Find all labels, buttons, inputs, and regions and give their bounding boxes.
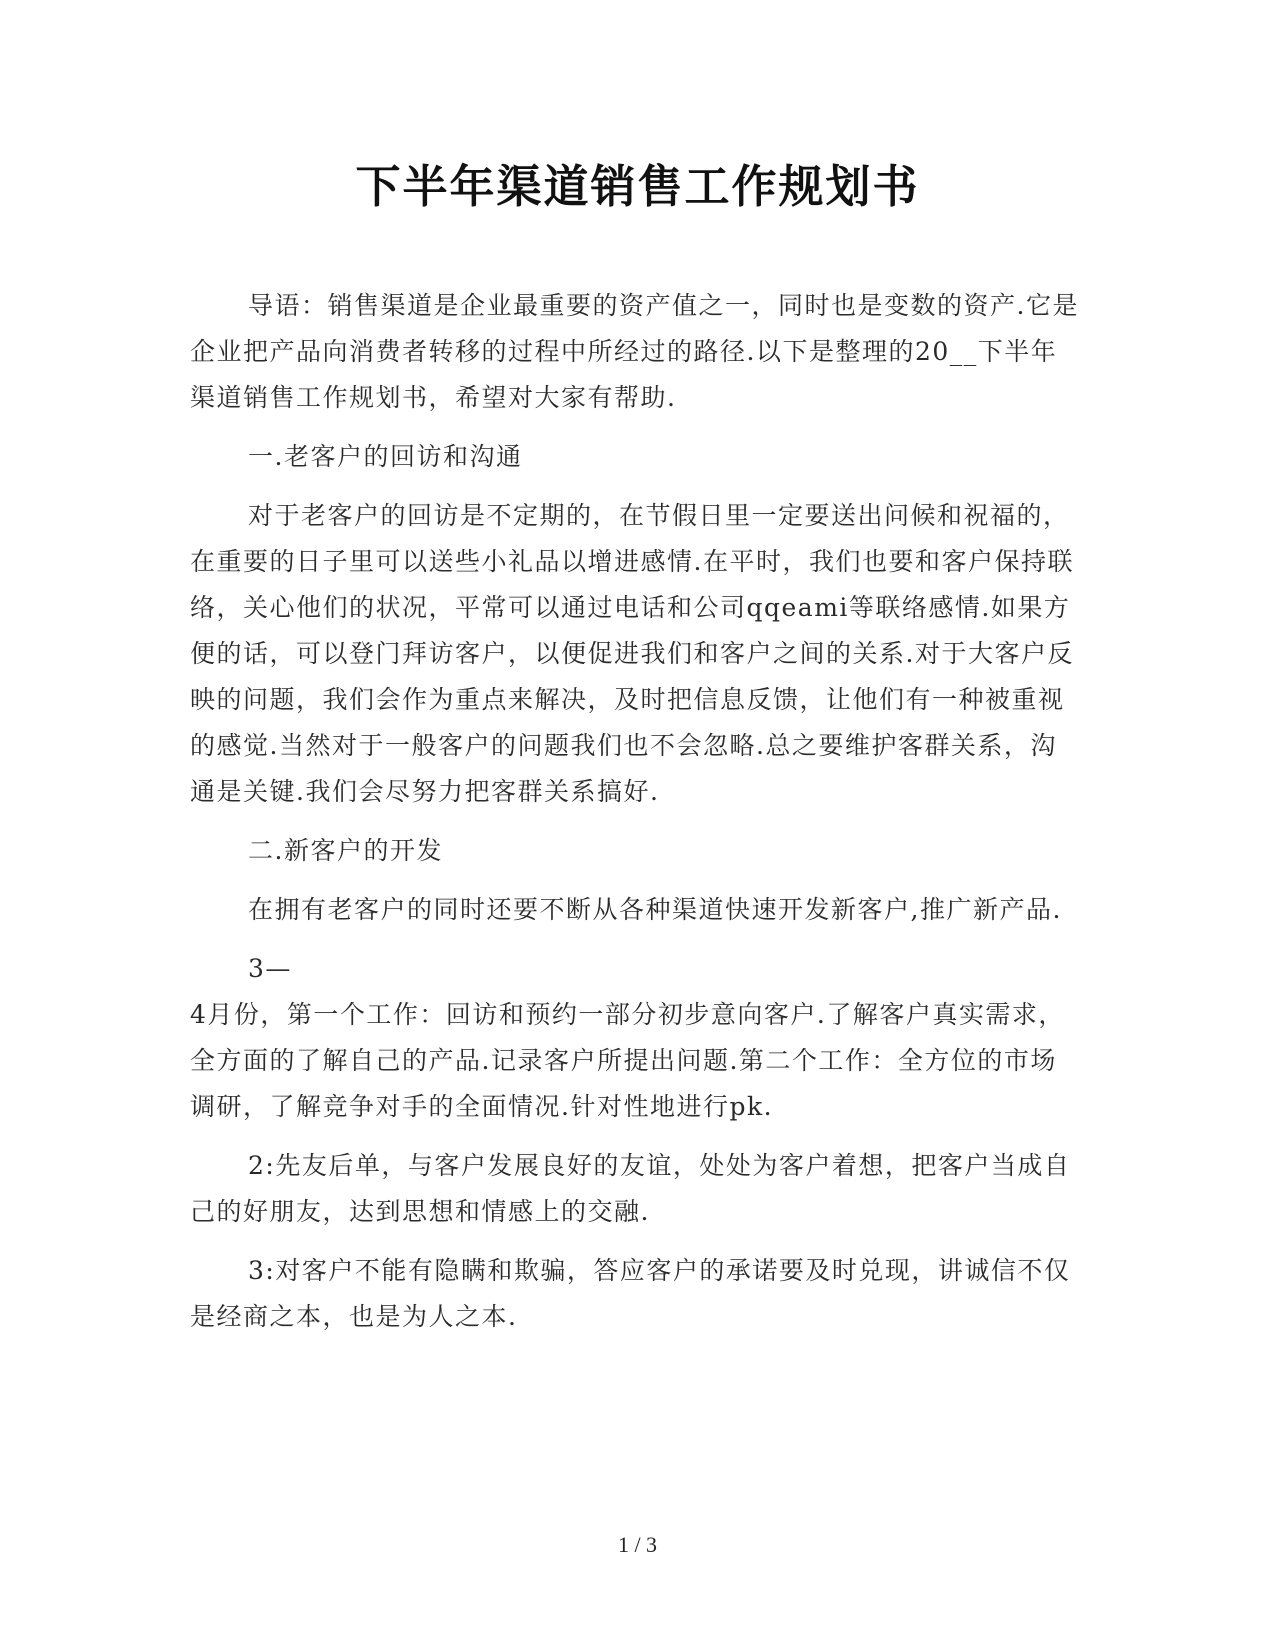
new-customers-paragraph: 在拥有老客户的同时还要不断从各种渠道快速开发新客户,推广新产品.: [248, 895, 1062, 924]
document-body: [190, 283, 1080, 1353]
page-number: 1 / 3: [617, 1532, 658, 1557]
section-heading-old-customers: 一.老客户的回访和沟通: [248, 442, 523, 471]
old-customers-paragraph: 对于老客户的回访是不定期的，在节假日里一定要送出问候和祝福的，在重要的日子里可以送些小礼品以增进感情.在平时，我们也要和客户保持联络，关心他们的状况，平常可以通过电话和公司qqeami等联络感情.如果方便的话，可以登门拜访客户，以便促进我们和客户之间的关系.对于大客户反映的问题，我们会作为重点来解决，及时把信息反馈，让他们有一种被重视的感觉.当然对于一般客户的问题我们也不会忽略.总之要维护客群关系，沟通是关键.我们会尽努力把客群关系搞好.: [190, 501, 1074, 806]
intro-paragraph: 导语：销售渠道是企业最重要的资产值之一，同时也是变数的资产.它是企业把产品向消费者转移的过程中所经过的路径.以下是整理的20__下半年渠道销售工作规划书，希望对大家有帮助.: [190, 291, 1079, 412]
document-title: 下半年渠道销售工作规划书: [355, 160, 920, 213]
april-work-paragraph: 4月份，第一个工作：回访和预约一部分初步意向客户.了解客户真实需求，全方面的了解自己的产品.记录客户所提出问题.第二个工作：全方位的市场调研，了解竞争对手的全面情况.针对性地进行pk.: [190, 1000, 1065, 1121]
point-2-paragraph: 2:先友后单，与客户发展良好的友谊，处处为客户着想，把客户当成自己的好朋友，达到思想和情感上的交融.: [190, 1151, 1071, 1226]
point-3-paragraph: 3:对客户不能有隐瞒和欺骗，答应客户的承诺要及时兑现，讲诚信不仅是经商之本，也是为人之本.: [190, 1256, 1071, 1331]
month-range-label: 3—: [248, 954, 292, 983]
section-heading-new-customers: 二.新客户的开发: [248, 836, 443, 865]
